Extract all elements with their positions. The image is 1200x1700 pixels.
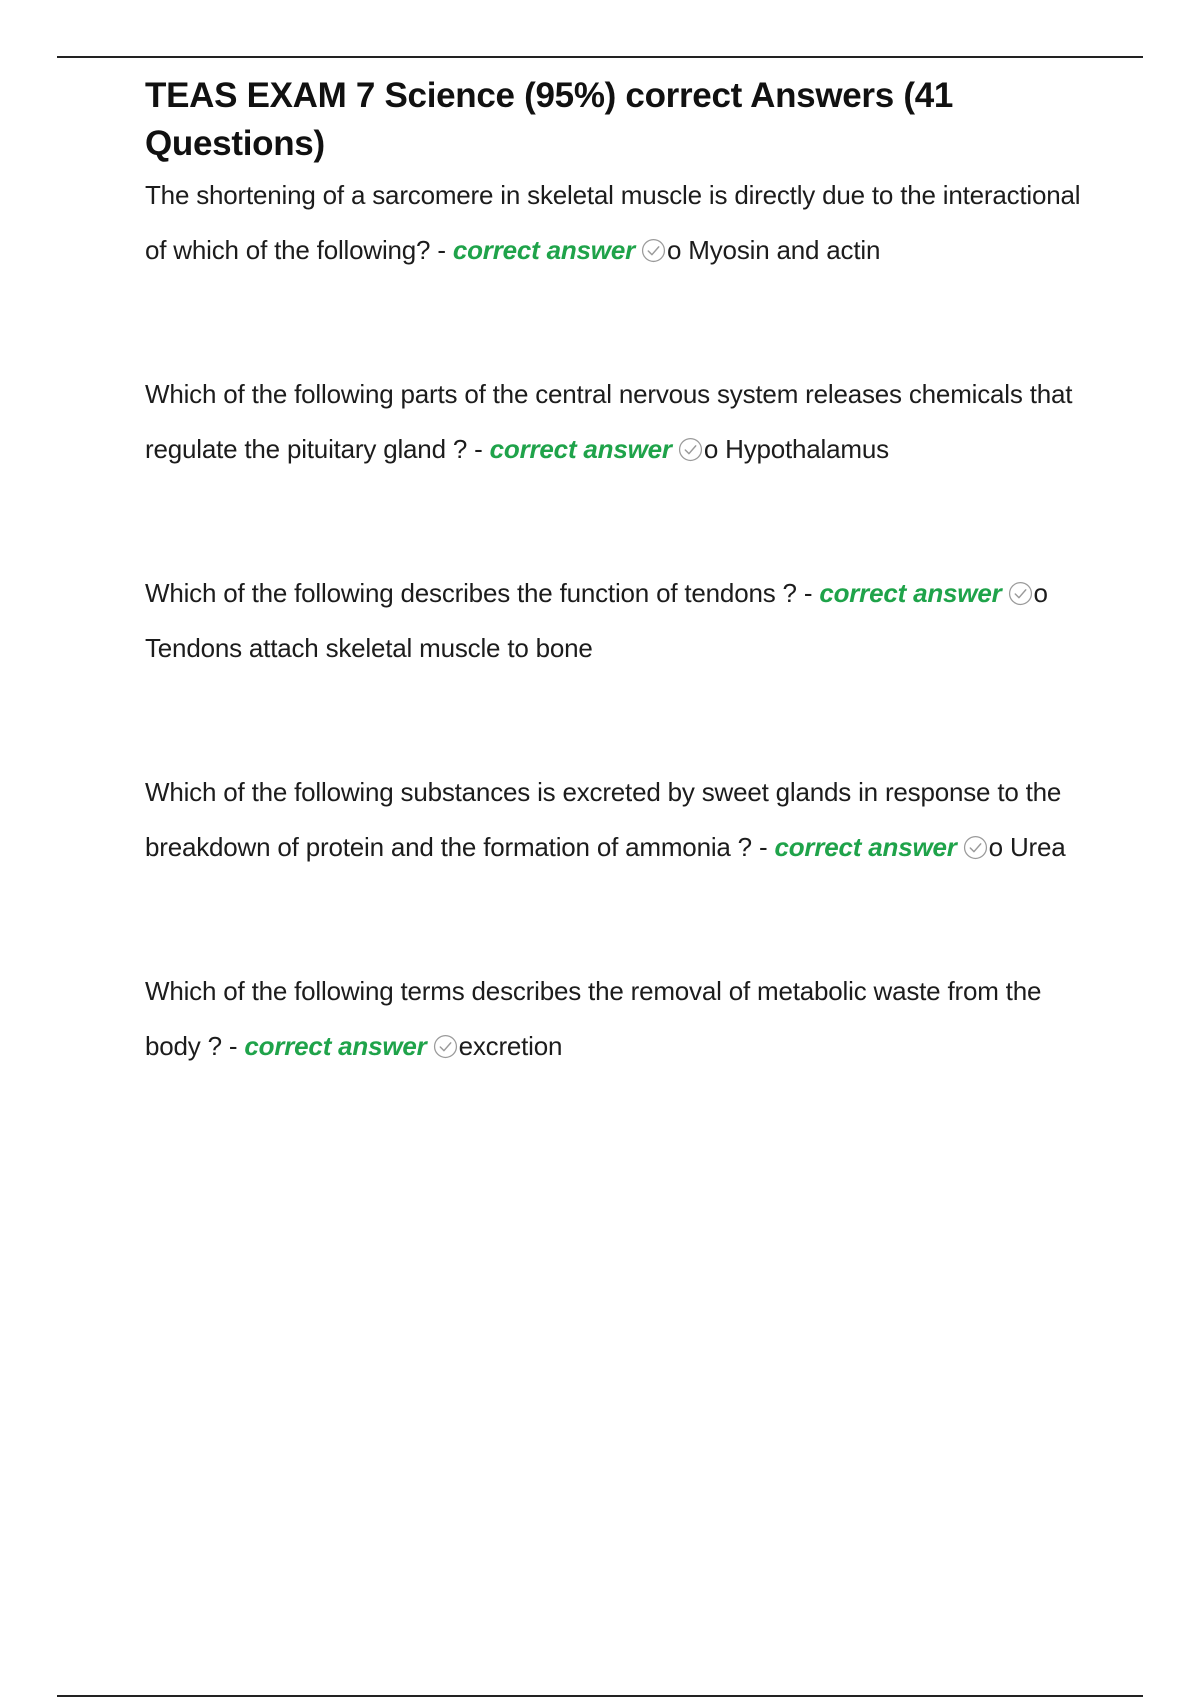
answer-text: o Tendons attach skeletal muscle to bone — [145, 578, 1048, 663]
qa-item — [145, 765, 1095, 875]
separator: - — [751, 832, 775, 862]
document-title: TEAS EXAM 7 Science (95%) correct Answers (41 Questions) — [145, 76, 954, 163]
document-body — [145, 72, 1095, 1074]
correct-answer-label: correct answer — [489, 434, 672, 464]
answer-text: o Hypothalamus — [703, 434, 889, 464]
separator: - — [221, 1031, 245, 1061]
answer-text: o Myosin and actin — [667, 235, 881, 265]
qa-item — [145, 964, 1095, 1074]
qa-item — [145, 566, 1095, 676]
correct-answer-label: correct answer — [819, 578, 1002, 608]
separator: - — [796, 578, 820, 608]
bottom-divider — [57, 1695, 1143, 1697]
correct-answer-label: correct answer — [244, 1031, 427, 1061]
correct-answer-label: correct answer — [774, 832, 957, 862]
qa-item — [145, 168, 1095, 278]
answer-text: excretion — [458, 1031, 563, 1061]
question-text: The shortening of a sarcomere in skeletal muscle is directly due to the interactional of which of the following? — [145, 180, 1081, 265]
question-text: Which of the following parts of the central nervous system releases chemicals that regulate the pituitary gland ? — [145, 379, 1073, 464]
check-circle-icon — [1008, 581, 1033, 606]
question-text: Which of the following substances is excreted by sweet glands in response to the breakdown of protein and the formation of ammonia ? — [145, 777, 1062, 862]
check-circle-icon — [678, 437, 703, 462]
check-circle-icon — [433, 1034, 458, 1059]
check-circle-icon — [963, 835, 988, 860]
answer-text: o Urea — [988, 832, 1066, 862]
check-circle-icon — [641, 238, 666, 263]
question-text: Which of the following describes the function of tendons ? — [145, 578, 797, 608]
qa-item — [145, 367, 1095, 477]
question-text: Which of the following terms describes the removal of metabolic waste from the body ? — [145, 976, 1042, 1061]
separator: - — [467, 434, 490, 464]
correct-answer-label: correct answer — [452, 235, 636, 265]
top-divider — [57, 56, 1143, 58]
separator: - — [430, 235, 453, 265]
